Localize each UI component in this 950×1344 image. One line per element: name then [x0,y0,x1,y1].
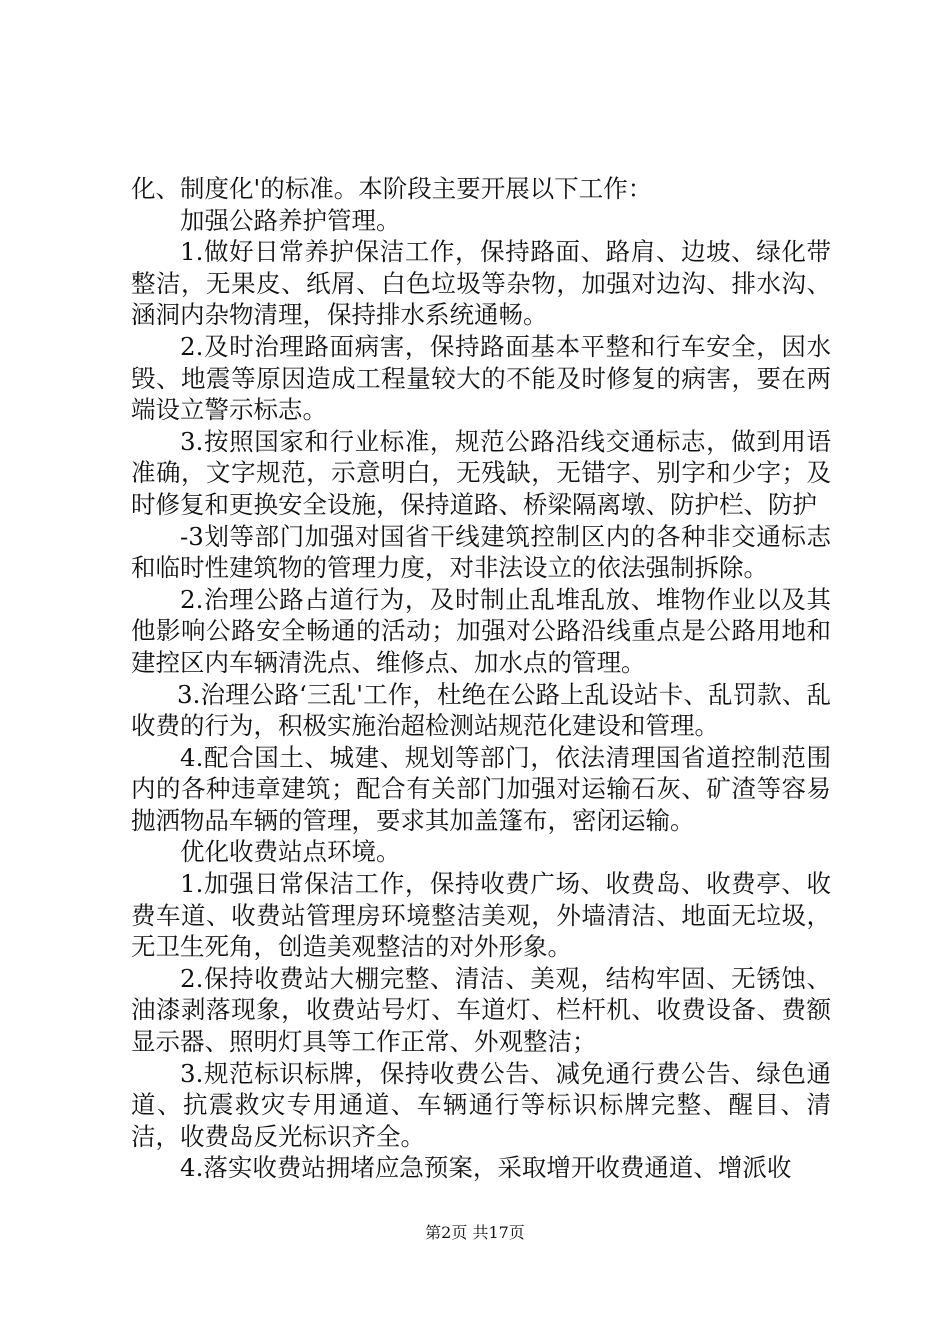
paragraph-item: 4.配合国土、城建、规划等部门，依法清理国省道控制范围内的各种违章建筑；配合有关部门加强对运输石灰、矿渣等容易抛洒物品车辆的管理，要求其加盖篷布，密闭运输。 [131,742,831,835]
section-heading-maintenance: 加强公路养护管理。 [180,205,401,235]
page-number-label: 第2页 共17页 [425,1223,525,1242]
paragraph-item: 3.规范标识标牌，保持收费公告、减免通行费公告、绿色通道、抗震救灾专用通道、车辆通行等标识标牌完整、醒目、清洁，收费岛反光标识齐全。 [131,1058,831,1151]
paragraph-item: 4.落实收费站拥堵应急预案，采取增开收费通道、增派收 [180,1153,792,1183]
page-footer [0,1220,950,1243]
paragraph-item: 3.按照国家和行业标准，规范公路沿线交通标志，做到用语准确，文字规范，示意明白，无残缺，无错字、别字和少字；及时修复和更换安全设施，保持道路、桥梁隔离墩、防护栏、防护 [131,426,831,519]
paragraph-item: 2.保持收费站大棚完整、清洁、美观，结构牢固、无锈蚀、油漆剥落现象，收费站号灯、车道灯、栏杆机、收费设备、费额显示器、照明灯具等工作正常、外观整洁； [131,963,831,1057]
paragraph-item: 2.治理公路占道行为，及时制止乱堆乱放、堆物作业以及其他影响公路安全畅通的活动；加强对公路沿线重点是公路用地和建控区内车辆清洗点、维修点、加水点的管理。 [131,584,831,677]
paragraph-item: 1.加强日常保洁工作，保持收费广场、收费岛、收费亭、收费车道、收费站管理房环境整洁美观，外墙清洁、地面无垃圾，无卫生死角，创造美观整洁的对外形象。 [131,869,831,962]
paragraph-continuation: 化、制度化'的标准。本阶段主要开展以下工作： [131,174,653,203]
paragraph-item: 2.及时治理路面病害，保持路面基本平整和行车安全，因水毁、地震等原因造成工程量较大的不能及时修复的病害，要在两端设立警示标志。 [131,331,831,425]
document-body [131,173,831,1184]
section-heading-toll-station: 优化收费站点环境。 [180,837,401,867]
paragraph-item: 1.做好日常养护保洁工作，保持路面、路肩、边坡、绿化带整洁，无果皮、纸屑、白色垃圾等杂物，加强对边沟、排水沟、涵洞内杂物清理，保持排水系统通畅。 [131,237,831,330]
paragraph-item: 3.治理公路‘三乱'工作，杜绝在公路上乱设站卡、乱罚款、乱收费的行为，积极实施治超检测站规范化建设和管理。 [131,679,831,741]
paragraph-item: -3划等部门加强对国省干线建筑控制区内的各种非交通标志和临时性建筑物的管理力度，对非法设立的依法强制拆除。 [131,521,831,583]
